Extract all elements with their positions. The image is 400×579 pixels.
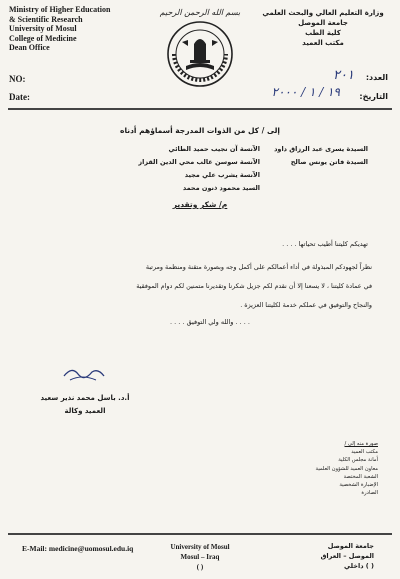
signature-block — [20, 392, 150, 418]
addressee-line: إلى / كل من الذوات المدرجة أسماؤهم أدناه — [120, 126, 280, 135]
header-english — [9, 5, 139, 53]
header-en-line: College of Medicine — [9, 33, 77, 43]
footer-ar-line: جامعة الموصل — [327, 542, 374, 550]
footer-ar-line: ( ) داخلي — [344, 562, 374, 570]
cc-item: الإضبارة الشخصية — [339, 482, 378, 489]
cc-item: أمانة مجلس الكلية — [338, 457, 378, 464]
footer-center-line: ( ) — [196, 563, 204, 571]
header-en-line: Dean Office — [9, 43, 50, 52]
closing-line: . . . . والله ولي التوفيق . . . . — [170, 318, 250, 326]
footer-center — [140, 542, 260, 572]
footer-ar-line: الموصل – العراق — [320, 552, 374, 560]
body-line: نظراً لجهودكم المبذولة في أداء أعمالكم على أكمل وجه وبصورة متقنة ومنظمة ومرتبة — [145, 263, 372, 271]
names-left — [100, 143, 260, 195]
footer-email: E-Mail: medicine@uomosul.edu.iq — [22, 544, 134, 553]
date-label: Date: — [9, 92, 30, 102]
letter-body — [28, 258, 372, 315]
header-en-line: University of Mosul — [9, 24, 77, 33]
subject-line: م/ شكر وتقدير — [172, 200, 228, 209]
university-seal-icon — [166, 20, 234, 88]
recipient-name: السيد محمود ذنون محمد — [182, 184, 260, 192]
recipient-name: الآنسة سوسن غالب محي الدين القزاز — [138, 158, 260, 166]
recipient-name: الآنسة يشرب علي مجيد — [184, 171, 260, 179]
footer-center-line: University of Mosul — [170, 543, 230, 551]
header-arabic — [258, 8, 388, 48]
header-en-line: & Scientific Research — [9, 14, 83, 24]
cc-list — [228, 440, 378, 497]
header-en-line: Ministry of Higher Education — [9, 5, 111, 14]
signatory-name: أ.د. باسل محمد نذير سعيد — [40, 394, 130, 402]
cc-item: معاون العميد للشؤون العلمية — [315, 465, 378, 472]
footer-arabic — [274, 541, 374, 571]
recipient-name: الآنسة آن نجيب حميد الطائي — [168, 145, 260, 153]
number-value: ٢٠١ — [333, 68, 354, 83]
number-label: العدد: — [365, 73, 388, 82]
footer-center-line: Mosul – Iraq — [180, 553, 220, 561]
basmala: بسم الله الرحمن الرحيم — [159, 8, 241, 17]
footer-rule — [8, 533, 392, 535]
header-ar-line: وزارة التعليم العالي والبحث العلمي — [262, 9, 384, 17]
header-rule — [8, 108, 392, 110]
header-ar-line: جامعة الموصل — [298, 19, 348, 27]
greeting: تهديكم كليتنا أطيب تحياتها . . . . — [282, 240, 368, 248]
cc-item: مكتب العميد — [351, 449, 378, 456]
body-line: والنجاح والتوفيق في عملكم خدمة لكليتنا العزيزة . — [240, 301, 372, 309]
date-label-ar: التاريخ: — [359, 92, 388, 101]
recipient-name: السيدة يسرى عبد الرزاق داود — [274, 145, 368, 153]
date-value: ١٩ / ١ / ٢٠٠٠ — [271, 85, 340, 99]
recipient-name: السيدة فاتن يونس صالح — [290, 158, 368, 166]
cc-item: الصادرة — [361, 490, 378, 497]
cc-heading: صورة منه إلى / — [344, 441, 378, 447]
no-label: NO: — [9, 74, 26, 84]
body-line: في عمادة كليتنا ، لا يسعنا إلا أن نقدم لكم جزيل شكرنا وتقديرنا متمنين لكم دوام الموفقية — [136, 282, 372, 290]
header-ar-line: كلية الطب — [305, 29, 341, 37]
header-ar-line: مكتب العميد — [302, 39, 344, 47]
cc-item: الشعبة المختصة — [343, 473, 378, 480]
handwritten-signature — [60, 362, 110, 384]
signatory-title: العميد وكالة — [64, 407, 106, 415]
